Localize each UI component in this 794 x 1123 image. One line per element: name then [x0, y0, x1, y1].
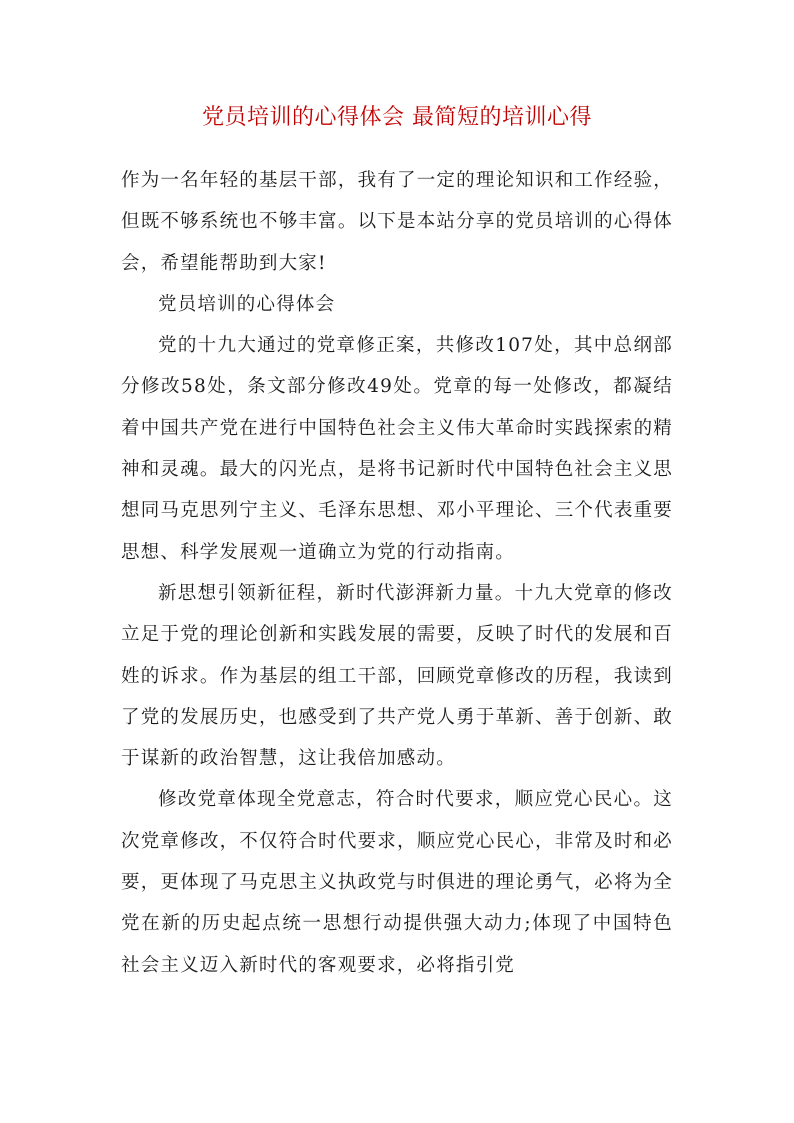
- paragraph-intro: 作为一名年轻的基层干部，我有了一定的理论知识和工作经验，但既不够系统也不够丰富。以下是本站分享的党员培训的心得体会，希望能帮助到大家!: [121, 170, 673, 274]
- paragraph: 党的十九大通过的党章修正案，共修改107处，其中总纲部分修改58处，条文部分修改49处。党章的每一处修改，都凝结着中国共产党在进行中国特色社会主义伟大革命时实践探索的精神和灵魂。最大的闪光点，是将书记新时代中国特色社会主义思想同马克思列宁主义、毛泽东思想、邓小平理论、三个代表重要思想、科学发展观一道确立为党的行动指南。: [121, 335, 673, 563]
- paragraph: 新思想引领新征程，新时代澎湃新力量。十九大党章的修改立足于党的理论创新和实践发展的需要，反映了时代的发展和百姓的诉求。作为基层的组工干部，回顾党章修改的历程，我读到了党的发展历史，也感受到了共产党人勇于革新、善于创新、敢于谋新的政治智慧，这让我倍加感动。: [121, 582, 673, 770]
- paragraph: 修改党章体现全党意志，符合时代要求，顺应党心民心。这次党章修改，不仅符合时代要求，顺应党心民心，非常及时和必要，更体现了马克思主义执政党与时俱进的理论勇气，必将为全党在新的历史起点统一思想行动提供强大动力;体现了中国特色社会主义迈入新时代的客观要求，必将指引党: [121, 789, 673, 976]
- document-body: [121, 160, 673, 986]
- section-heading: 党员培训的心得体会: [158, 293, 336, 315]
- document-title: 党员培训的心得体会 最简短的培训心得: [202, 105, 592, 130]
